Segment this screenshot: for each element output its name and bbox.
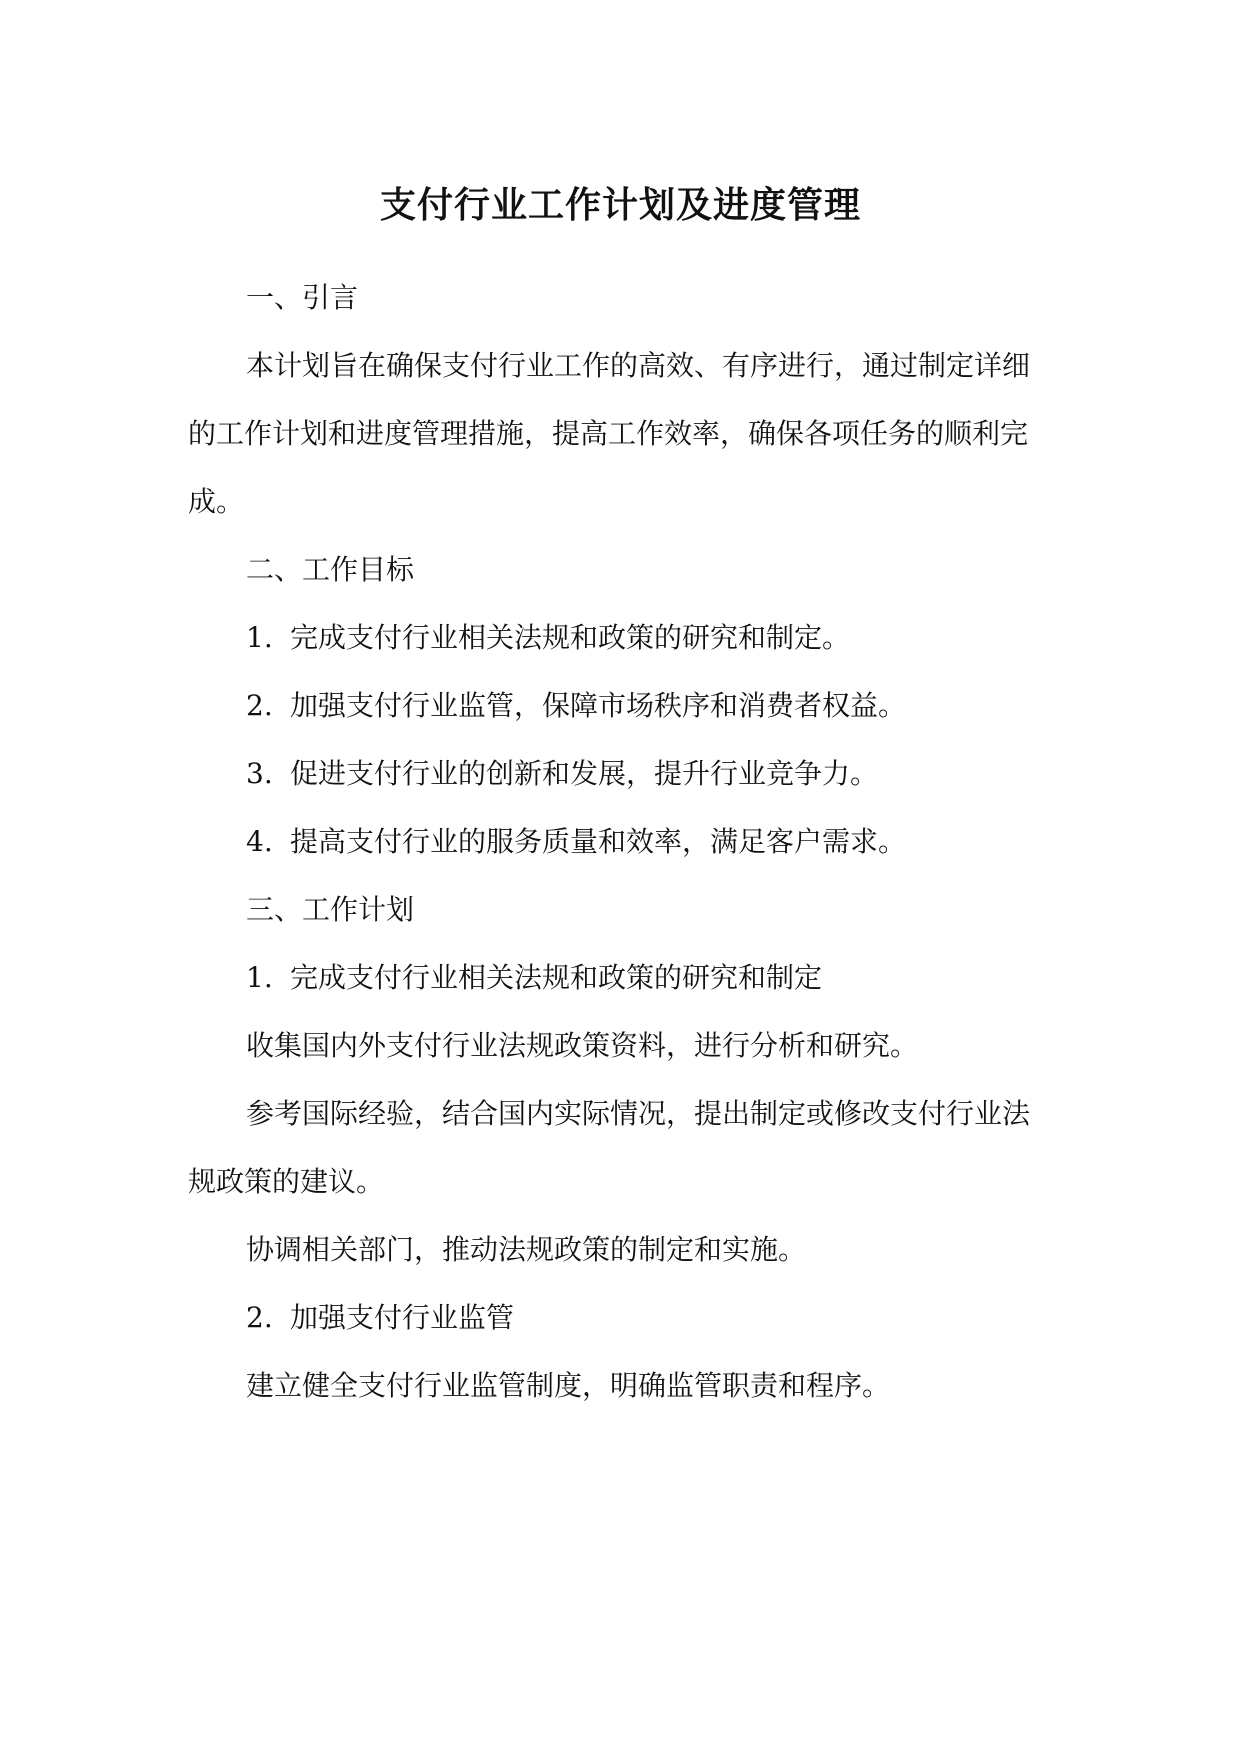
list-number: 4. [246, 825, 273, 858]
list-item [246, 686, 1241, 726]
paragraph-line: 参考国际经验，结合国内实际情况，提出制定或修改支付行业法 [246, 1097, 1031, 1130]
list-item [246, 618, 1241, 658]
list-item-text: 完成支付行业相关法规和政策的研究和制定。 [290, 621, 851, 654]
list-item-text: 提高支付行业的服务质量和效率，满足客户需求。 [290, 825, 907, 858]
paragraph-line: 协调相关部门，推动法规政策的制定和实施。 [246, 1233, 807, 1266]
list-item [246, 822, 1241, 862]
list-number: 3. [246, 757, 273, 790]
list-item [246, 754, 1241, 794]
paragraph-line: 的工作计划和进度管理措施，提高工作效率，确保各项任务的顺利完 [188, 417, 1029, 450]
paragraph-line: 建立健全支付行业监管制度，明确监管职责和程序。 [246, 1369, 891, 1402]
subsection-heading [246, 1298, 1241, 1338]
paragraph-line: 规政策的建议。 [188, 1165, 385, 1198]
section-heading-goals: 二、工作目标 [246, 553, 415, 586]
list-number: 1. [246, 621, 273, 654]
paragraph-line: 收集国内外支付行业法规政策资料，进行分析和研究。 [246, 1029, 919, 1062]
document-title: 支付行业工作计划及进度管理 [379, 185, 861, 226]
subsection-heading [246, 958, 1241, 998]
list-number: 1. [246, 961, 273, 994]
list-number: 2. [246, 689, 273, 722]
paragraph-line: 本计划旨在确保支付行业工作的高效、有序进行，通过制定详细 [246, 349, 1031, 382]
list-item-text: 加强支付行业监管，保障市场秩序和消费者权益。 [290, 689, 907, 722]
paragraph-line: 成。 [188, 485, 245, 518]
list-number: 2. [246, 1301, 273, 1334]
section-heading-intro: 一、引言 [246, 281, 359, 314]
section-heading-plan: 三、工作计划 [246, 893, 415, 926]
subsection-heading-text: 完成支付行业相关法规和政策的研究和制定 [290, 961, 823, 994]
list-item-text: 促进支付行业的创新和发展，提升行业竞争力。 [290, 757, 879, 790]
subsection-heading-text: 加强支付行业监管 [290, 1301, 515, 1334]
